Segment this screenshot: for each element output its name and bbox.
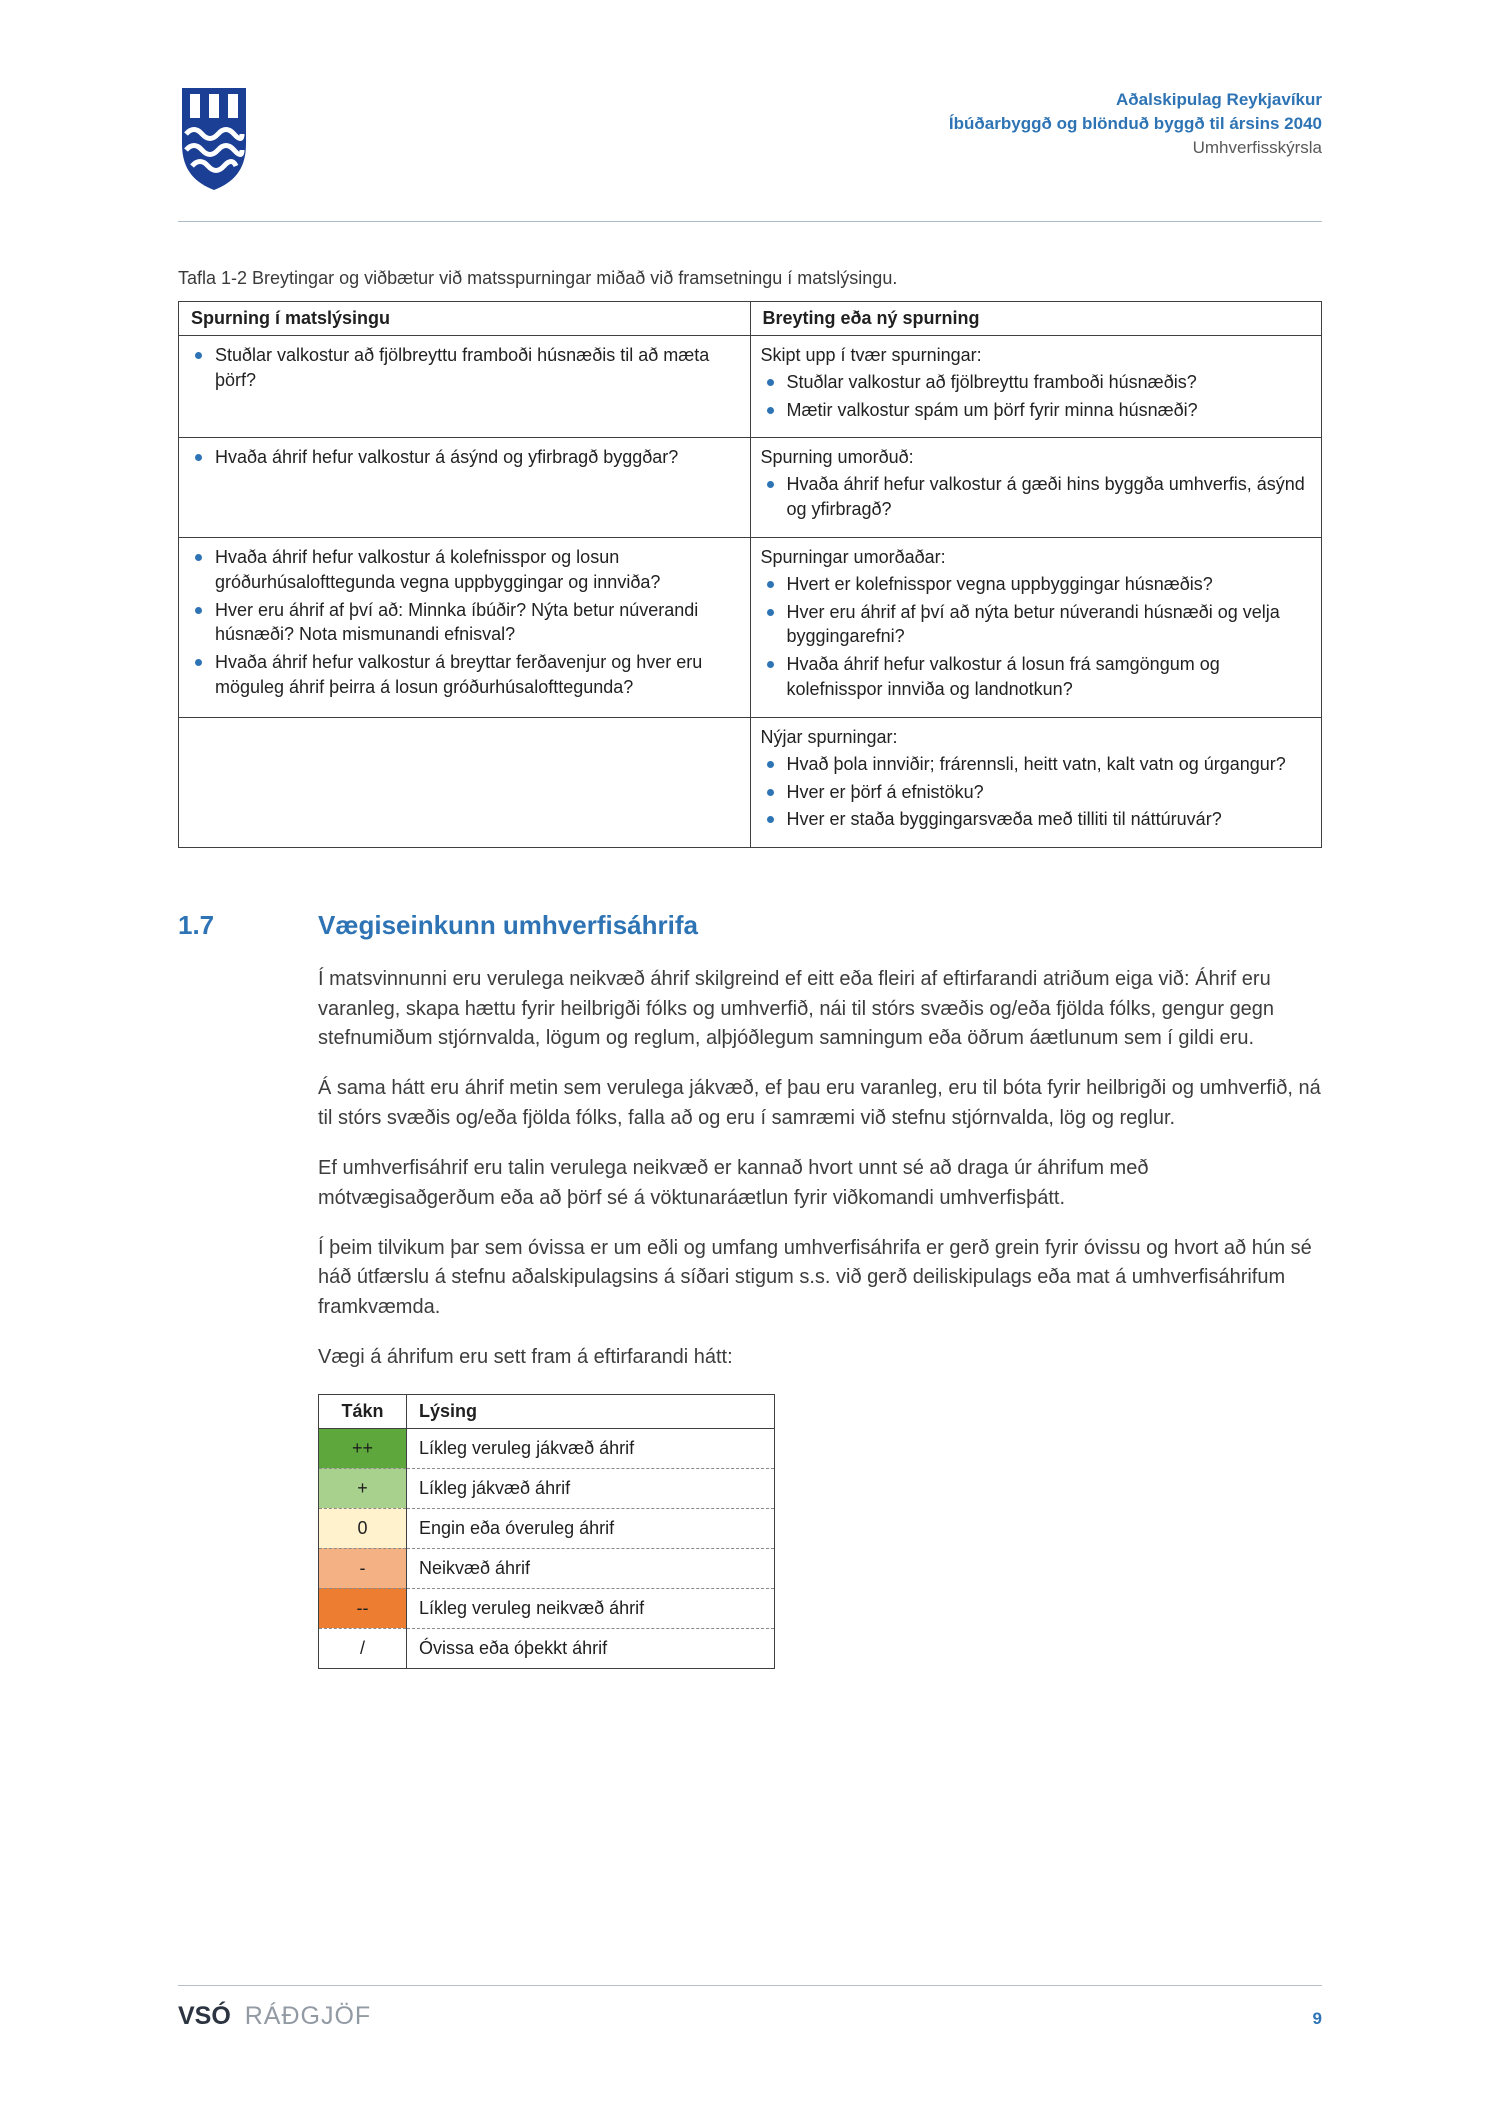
original-question-item: Hver eru áhrif af því að: Minnka íbúðir? Nýta betur núverandi húsnæði? Nota mismunandi efnisval? (189, 598, 738, 648)
legend-label: Líkleg jákvæð áhrif (407, 1468, 775, 1508)
revised-question-item-list (761, 370, 1310, 423)
original-question-item: Stuðlar valkostur að fjölbreyttu framboði húsnæðis til að mæta þörf? (189, 343, 738, 393)
legend-symbol: / (319, 1628, 407, 1668)
body-paragraph: Ef umhverfisáhrif eru talin verulega neikvæð er kannað hvort unnt sé að draga úr áhrifum með mótvægisaðgerðum eða að þörf sé á vöktunaráætlun fyrir viðkomandi umhverfisþátt. (318, 1157, 1149, 1209)
page-footer (178, 1985, 1322, 2031)
revised-question-cell (750, 336, 1322, 438)
revised-question-item: Hvert er kolefnisspor vegna uppbyggingar húsnæðis? (761, 572, 1310, 597)
legend-table (318, 1394, 775, 1669)
questions-table-col1-header: Spurning í matslýsingu (179, 302, 751, 336)
original-question-item-list (189, 445, 738, 470)
original-question-cell (179, 717, 751, 847)
original-question-cell (179, 537, 751, 717)
questions-table-header (179, 302, 1322, 336)
questions-table-col2-header: Breyting eða ný spurning (750, 302, 1322, 336)
original-question-item-list (189, 545, 738, 700)
original-question-cell (179, 438, 751, 537)
vso-radgjof-logo (178, 2002, 371, 2031)
legend-symbol: -- (319, 1588, 407, 1628)
change-type-label: Skipt upp í tvær spurningar: (760, 345, 982, 365)
body-paragraph: Í þeim tilvikum þar sem óvissa er um eðli og umfang umhverfisáhrifa er gerð grein fyrir óvissu og hvort að hún sé háð útfærslu á stefnu aðalskipulagsins á síðari stigum s.s. við gerð deiliskipulags eða mat á umhverfisáhrifum framkvæmda. (318, 1236, 1312, 1318)
section-heading (178, 910, 1322, 941)
questions-table-body (179, 336, 1322, 848)
legend-row (319, 1548, 775, 1588)
revised-question-item: Hver er þörf á efnistöku? (761, 780, 1310, 805)
questions-table-row (179, 717, 1322, 847)
original-question-item: Hvaða áhrif hefur valkostur á breyttar ferðavenjur og hver eru möguleg áhrif þeirra á losun gróðurhúsalofttegunda? (189, 650, 738, 700)
revised-question-item-list (761, 572, 1310, 702)
questions-table (178, 301, 1322, 848)
body-paragraph: Vægi á áhrifum eru sett fram á eftirfarandi hátt: (318, 1346, 733, 1369)
original-question-item: Hvaða áhrif hefur valkostur á kolefnisspor og losun gróðurhúsalofttegunda vegna uppbyggingar og innviða? (189, 545, 738, 595)
change-type-label: Nýjar spurningar: (760, 726, 898, 747)
revised-question-item-list (761, 472, 1310, 522)
legend-symbol: 0 (319, 1508, 407, 1548)
legend-symbol: - (319, 1548, 407, 1588)
questions-table-row (179, 537, 1322, 717)
header-divider (178, 221, 1322, 222)
revised-question-item-list (761, 752, 1310, 832)
legend-col2-header: Lýsing (407, 1394, 775, 1428)
change-type-label: Spurning umorðuð: (760, 447, 914, 468)
change-type-label: Spurningar umorðaðar: (760, 546, 946, 567)
table-caption: Tafla 1-2 Breytingar og viðbætur við matsspurningar miðað við framsetningu í matslýsingu. (178, 268, 898, 288)
revised-question-cell (750, 717, 1322, 847)
legend-label: Engin eða óveruleg áhrif (407, 1508, 775, 1548)
original-question-item-list (189, 343, 738, 393)
revised-question-item: Hver eru áhrif af því að nýta betur núverandi húsnæði og velja byggingarefni? (761, 600, 1310, 650)
section-body (318, 965, 1322, 1372)
section-number: 1.7 (178, 910, 215, 941)
legend-symbol: ++ (319, 1428, 407, 1468)
page-header (178, 86, 1322, 197)
original-question-item: Hvaða áhrif hefur valkostur á ásýnd og yfirbragð byggðar? (189, 445, 738, 470)
legend-col1-header: Tákn (319, 1394, 407, 1428)
legend-row (319, 1428, 775, 1468)
document-title-line2: Íbúðarbyggð og blönduð byggð til ársins 2040 (948, 113, 1322, 133)
revised-question-item: Mætir valkostur spám um þörf fyrir minna húsnæði? (761, 398, 1310, 423)
revised-question-cell (750, 537, 1322, 717)
legend-table-body (319, 1428, 775, 1668)
legend-row (319, 1508, 775, 1548)
revised-question-item: Hvaða áhrif hefur valkostur á gæði hins byggða umhverfis, ásýnd og yfirbragð? (761, 472, 1310, 522)
revised-question-item: Hvaða áhrif hefur valkostur á losun frá samgöngum og kolefnisspor innviða og landnotkun? (761, 652, 1310, 702)
legend-label: Líkleg veruleg jákvæð áhrif (407, 1428, 775, 1468)
header-text-block (949, 86, 1322, 159)
document-subtitle: Umhverfisskýrsla (1192, 137, 1322, 157)
legend-table-header (319, 1394, 775, 1428)
section-title: Vægiseinkunn umhverfisáhrifa (318, 910, 698, 941)
original-question-cell (179, 336, 751, 438)
revised-question-cell (750, 438, 1322, 537)
body-paragraph: Í matsvinnunni eru verulega neikvæð áhrif skilgreind ef eitt eða fleiri af eftirfarandi atriðum eiga við: Áhrif eru varanleg, skapa hættu fyrir heilbrigði fólks og umhverfið, nái til stórs svæðis og/eða fjölda fólks, gengur gegn stefnumiðum stjórnvalda, lögum og reglum, alþjóðlegum samningum eða öðrum áætlunum sem í gildi eru. (318, 968, 1275, 1050)
brand-primary: VSÓ (178, 2002, 231, 2030)
legend-row (319, 1588, 775, 1628)
brand-secondary: RÁÐGJÖF (244, 2002, 372, 2030)
reykjavik-coat-of-arms-logo (178, 86, 250, 197)
revised-question-item: Hver er staða byggingarsvæða með tilliti til náttúruvár? (761, 807, 1310, 832)
legend-label: Líkleg veruleg neikvæð áhrif (407, 1588, 775, 1628)
legend-symbol: + (319, 1468, 407, 1508)
legend-row (319, 1628, 775, 1668)
document-title-line1: Aðalskipulag Reykjavíkur (1116, 90, 1322, 109)
revised-question-item: Stuðlar valkostur að fjölbreyttu framboði húsnæðis? (761, 370, 1310, 395)
questions-table-row (179, 336, 1322, 438)
body-paragraph: Á sama hátt eru áhrif metin sem verulega jákvæð, ef þau eru varanleg, eru til bóta fyrir heilbrigði og umhverfið, ná til stórs svæðis og/eða fjölda fólks, falla að og eru í samræmi við stefnu stjórnvalda, lög og reglur. (318, 1077, 1321, 1129)
legend-label: Óvissa eða óþekkt áhrif (407, 1628, 775, 1668)
legend-row (319, 1468, 775, 1508)
page-number: 9 (1312, 2009, 1322, 2028)
revised-question-item: Hvað þola innviðir; frárennsli, heitt vatn, kalt vatn og úrgangur? (761, 752, 1310, 777)
questions-table-row (179, 438, 1322, 537)
legend-label: Neikvæð áhrif (407, 1548, 775, 1588)
